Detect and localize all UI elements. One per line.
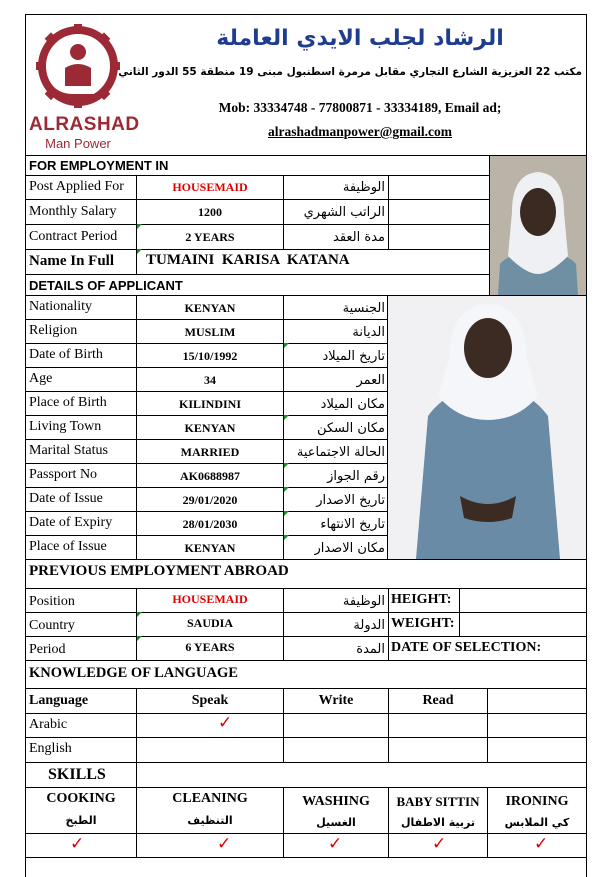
prev-country-value: SAUDIA [186,616,233,630]
nationality-value: KENYAN [184,301,236,315]
place-of-birth-value: KILINDINI [178,397,241,411]
date-of-expiry-label: Date of Expiry [29,515,113,530]
section-details: DETAILS OF APPLICANT [29,278,183,293]
date-of-expiry-value: 28/01/2030 [182,517,238,531]
prev-period-ar: المدة [356,642,385,657]
company-email[interactable]: alrashadmanpower@gmail.com [268,124,452,139]
monthly-salary-label: Monthly Salary [29,204,117,219]
skill-cooking-ar: الطبخ [65,814,97,827]
place-of-issue-label: Place of Issue [29,539,107,554]
gear-person-icon [29,22,127,118]
post-applied-value: HOUSEMAID [172,180,248,194]
age-label: Age [29,371,53,386]
skill-washing-ar: الغسيل [316,816,356,829]
marital-status-value: MARRIED [180,445,240,459]
skill-ironing-check: ✓ [534,834,549,854]
prev-country-label: Country [29,618,75,633]
skill-ironing-ar: كي الملابس [504,816,570,829]
applicant-full-photo [388,296,586,559]
date-of-issue-ar: تاريخ الاصدار [316,493,385,508]
full-name-label: Name In Full [29,253,115,269]
company-logo [29,22,140,151]
skill-babysitting-check: ✓ [432,834,447,854]
skill-cooking-label: COOKING [46,791,116,806]
lang-english-label: English [29,741,72,756]
marital-status-label: Marital Status [29,443,108,458]
prev-country-ar: الدولة [353,618,385,633]
lang-header-language: Language [29,693,89,708]
lang-arabic-speak-check: ✓ [218,713,233,733]
nationality-ar: الجنسية [342,301,385,316]
living-town-label: Living Town [29,419,102,434]
religion-ar: الديانة [352,325,385,340]
contract-period-ar: مدة العقد [333,230,385,245]
monthly-salary-value: 1200 [198,205,222,219]
post-applied-label: Post Applied For [29,179,124,194]
skill-washing-check: ✓ [328,834,343,854]
full-name-value: TUMAINI KARISA KATANA [146,252,350,268]
passport-no-value: AK0688987 [180,469,240,483]
monthly-salary-ar: الراتب الشهري [303,205,385,220]
place-of-issue-value: KENYAN [184,541,236,555]
skill-cleaning-check: ✓ [217,834,232,854]
religion-label: Religion [29,323,78,338]
prev-position-value: HOUSEMAID [172,592,248,606]
company-address: مكتب 22 العزيزية الشارع التجاري مقابل مرمرة اسطنبول مبنى 19 منطقة 55 الدور الثاني [118,66,582,78]
prev-period-value: 6 YEARS [185,640,235,654]
place-of-issue-ar: مكان الاصدار [314,541,385,556]
weight-label: WEIGHT: [391,616,455,631]
company-mobile: Mob: 33334748 - 77800871 - 33334189, Email ad; [218,100,502,115]
place-of-birth-label: Place of Birth [29,395,107,410]
skill-ironing-label: IRONING [505,794,569,809]
applicant-portrait-photo [490,156,586,295]
marital-status-ar: الحالة الاجتماعية [296,445,385,460]
skill-cooking-check: ✓ [70,834,85,854]
lang-header-speak: Speak [191,693,229,708]
section-previous: PREVIOUS EMPLOYMENT ABROAD [29,563,289,579]
age-value: 34 [204,373,216,387]
dob-value: 15/10/1992 [182,349,238,363]
religion-value: MUSLIM [184,325,236,339]
logo-name: ALRASHAD [29,114,140,135]
prev-period-label: Period [29,642,66,657]
lang-header-write: Write [318,693,354,708]
section-employment: FOR EMPLOYMENT IN [29,158,169,173]
dob-ar: تاريخ الميلاد [322,349,385,364]
logo-sub: Man Power [45,136,111,151]
lang-arabic-label: Arabic [29,717,68,732]
nationality-label: Nationality [29,299,92,314]
passport-no-ar: رقم الجواز [327,469,385,484]
skill-babysitting-label: BABY SITTIN [396,794,480,809]
living-town-ar: مكان السكن [316,421,385,436]
skill-babysitting-ar: تربية الاطفال [400,816,475,829]
contract-period-label: Contract Period [29,229,118,244]
post-applied-ar: الوظيفة [342,180,385,195]
section-skills: SKILLS [48,766,106,783]
height-label: HEIGHT: [391,592,452,607]
skill-cleaning-label: CLEANING [172,791,248,806]
dob-label: Date of Birth [29,347,103,362]
prev-position-ar: الوظيفة [342,594,385,609]
living-town-value: KENYAN [184,421,236,435]
date-of-selection-label: DATE OF SELECTION: [391,640,542,655]
lang-header-read: Read [422,693,454,708]
skill-cleaning-ar: التنظيف [187,814,233,827]
prev-position-label: Position [29,594,75,609]
age-ar: العمر [356,373,385,388]
company-title: الرشاد لجلب الايدي العاملة [216,26,504,51]
passport-no-label: Passport No [29,467,98,482]
place-of-birth-ar: مكان الميلاد [320,397,385,412]
date-of-issue-value: 29/01/2020 [182,493,238,507]
date-of-issue-label: Date of Issue [29,491,103,506]
section-language: KNOWLEDGE OF LANGUAGE [29,665,238,681]
contract-period-value: 2 YEARS [185,230,235,244]
date-of-expiry-ar: تاريخ الانتهاء [320,517,385,532]
skill-washing-label: WASHING [302,794,370,809]
